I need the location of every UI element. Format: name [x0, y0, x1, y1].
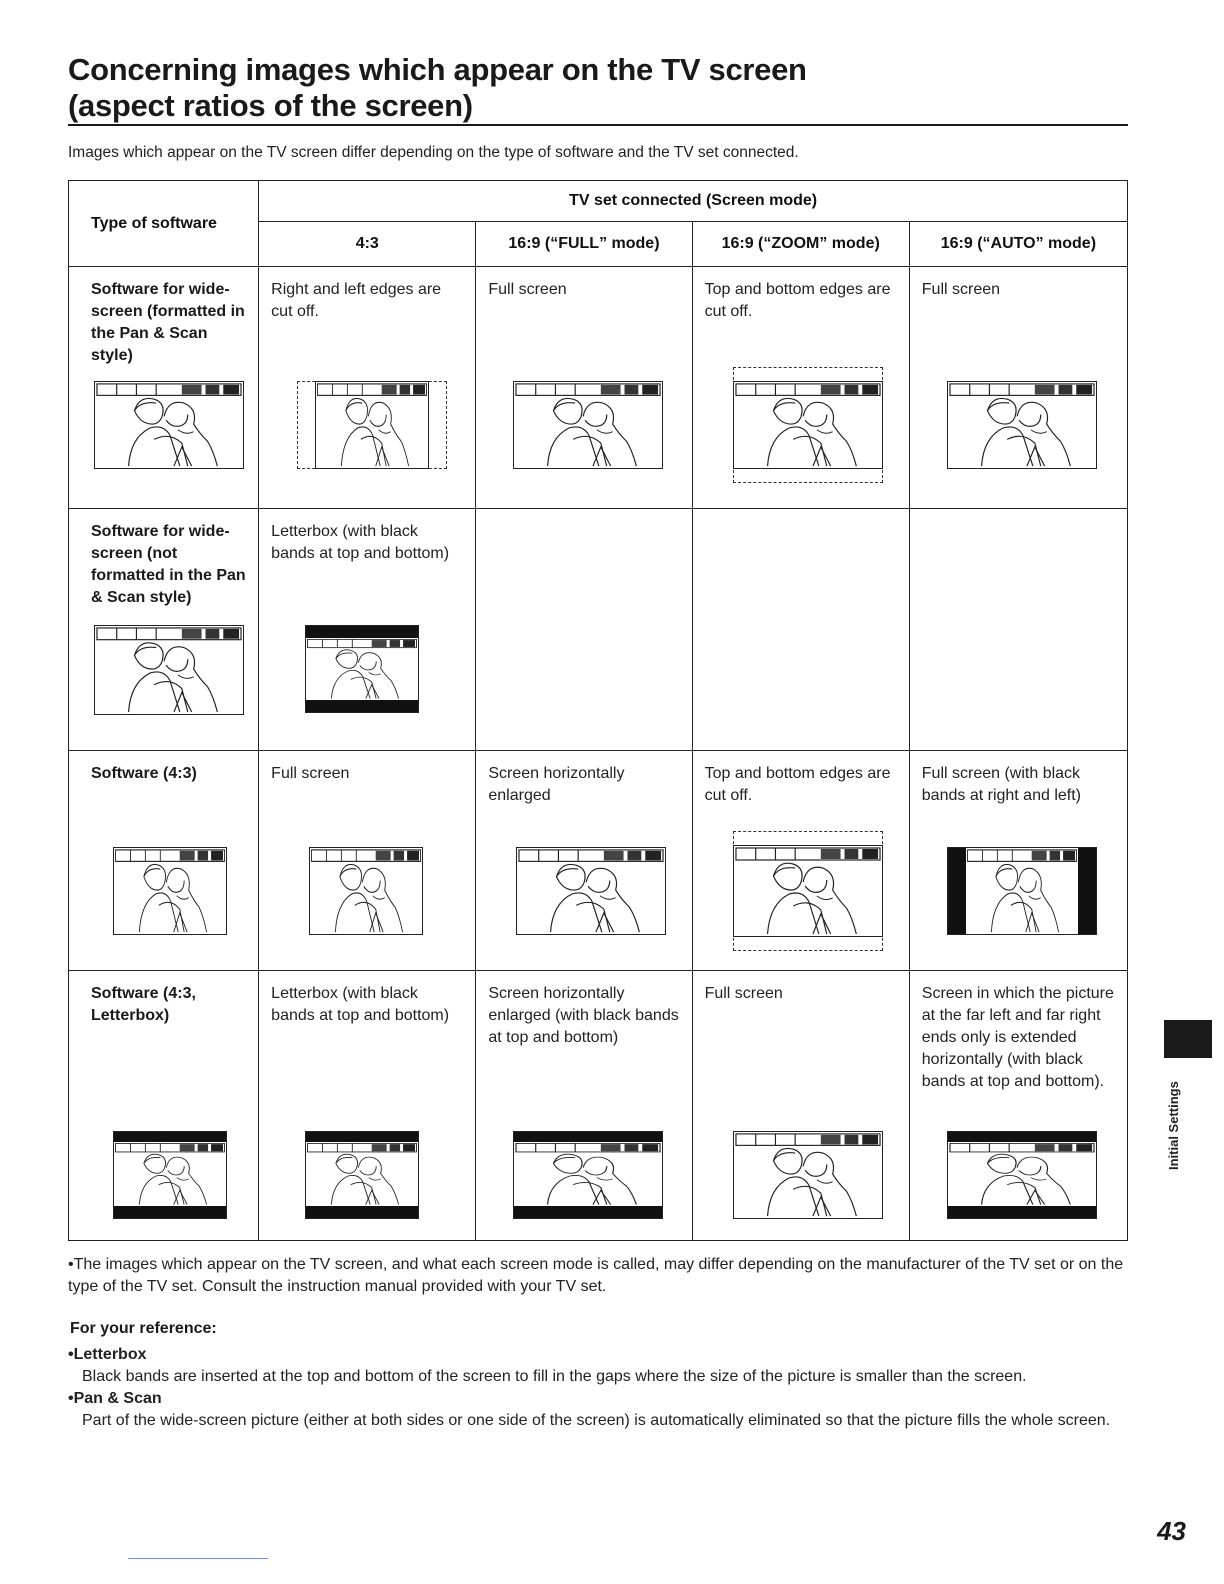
letterbox-term: •Letterbox	[68, 1346, 147, 1363]
page-number: 43	[1157, 1516, 1186, 1546]
letterbox-illustration	[513, 1131, 663, 1219]
letterbox-illustration	[947, 1131, 1097, 1219]
table-cell	[476, 267, 692, 509]
row-software-label: Software for wide-screen (formatted in the Pan & Scan style)	[91, 281, 245, 364]
cell-text: Screen horizontally enlarged	[488, 765, 625, 804]
header-mode-4-3: 4:3	[259, 222, 476, 267]
row-software-cell	[69, 509, 259, 751]
pillarbox-illustration	[947, 847, 1097, 935]
couple-illustration-icon	[306, 638, 418, 700]
couple-illustration-icon	[94, 381, 244, 469]
table-cell	[259, 509, 476, 751]
header-mode-auto: 16:9 (“AUTO” mode)	[909, 222, 1127, 267]
cell-text: Screen horizontally enlarged (with black bands at top and bottom)	[488, 985, 679, 1046]
pan-scan-desc: Part of the wide-screen picture (either at both sides or one side of the screen) is automatically eliminated so that the picture fills the whole screen.	[82, 1412, 1111, 1429]
header-mode-zoom: 16:9 (“ZOOM” mode)	[692, 222, 909, 267]
cell-text: Top and bottom edges are cut off.	[704, 765, 891, 804]
table-row	[69, 267, 1128, 509]
header-type-of-software: Type of software	[69, 181, 259, 267]
cell-text: Full screen	[271, 765, 350, 782]
cell-text	[693, 509, 909, 521]
couple-illustration-icon	[513, 381, 663, 469]
page-title-line1: Concerning images which appear on the TV screen	[68, 52, 807, 87]
table-row	[69, 971, 1128, 1241]
cell-text: Right and left edges are cut off.	[271, 281, 442, 320]
row-software-label: Software (4:3)	[91, 765, 197, 782]
table-cell	[692, 509, 909, 751]
table-cell	[692, 751, 909, 971]
row-software-cell	[69, 751, 259, 971]
letterbox-desc: Black bands are inserted at the top and bottom of the screen to fill in the gaps where the size of the picture is smaller than the screen.	[82, 1368, 1027, 1385]
couple-illustration-icon	[514, 1142, 662, 1206]
cell-text	[910, 509, 1127, 521]
table-cell	[692, 267, 909, 509]
table-cell	[476, 509, 692, 751]
letterbox-illustration	[113, 1131, 227, 1219]
table-cell	[909, 509, 1127, 751]
table-row	[69, 751, 1128, 971]
table-cell	[909, 751, 1127, 971]
note-bullet: •The images which appear on the TV screen, and what each screen mode is called, may differ depending on the manufacturer of the TV set or on the type of the TV set. Consult the instruction manual provided with your TV set.	[68, 1256, 1124, 1295]
couple-illustration-icon	[733, 1131, 883, 1219]
couple-illustration-icon	[315, 381, 429, 469]
table-cell	[909, 971, 1127, 1241]
page-title-line2: (aspect ratios of the screen)	[68, 88, 473, 123]
couple-illustration-icon	[947, 381, 1097, 469]
couple-illustration-icon	[94, 625, 244, 715]
row-software-cell	[69, 267, 259, 509]
couple-illustration-icon	[114, 1142, 226, 1206]
row-software-cell	[69, 971, 259, 1241]
table-cell	[476, 971, 692, 1241]
table-cell	[692, 971, 909, 1241]
cell-text: Letterbox (with black bands at top and bottom)	[271, 985, 450, 1024]
table-cell	[909, 267, 1127, 509]
couple-illustration-icon	[733, 845, 883, 937]
header-mode-full: 16:9 (“FULL” mode)	[476, 222, 692, 267]
row-software-label: Software for wide-screen (not formatted in the Pan & Scan style)	[91, 523, 246, 606]
aspect-ratio-table	[68, 180, 1128, 1241]
header-tv-set-connected: TV set connected (Screen mode)	[259, 181, 1128, 222]
table-cell	[259, 751, 476, 971]
table-cell	[259, 971, 476, 1241]
couple-illustration-icon	[113, 847, 227, 935]
letterbox-illustration	[305, 1131, 419, 1219]
couple-illustration-icon	[306, 1142, 418, 1206]
footer-divider	[128, 1558, 268, 1559]
cell-text: Full screen	[488, 281, 567, 298]
couple-illustration-icon	[948, 1142, 1096, 1206]
intro-text: Images which appear on the TV screen differ depending on the type of software and the TV set connected.	[68, 144, 799, 161]
reference-letterbox	[68, 1344, 1138, 1388]
reference-pan-scan	[68, 1388, 1138, 1432]
table-row	[69, 509, 1128, 751]
cell-text: Full screen	[921, 281, 1001, 298]
table-cell	[476, 751, 692, 971]
row-software-label: Software (4:3, Letterbox)	[91, 985, 196, 1024]
couple-illustration-icon	[309, 847, 423, 935]
cell-text: Screen in which the picture at the far left and far right ends only is extended horizontally (with black bands at top and bottom).	[921, 985, 1114, 1090]
cell-text: Full screen	[704, 985, 783, 1002]
page-title	[68, 52, 1128, 124]
reference-title: For your reference:	[70, 1320, 217, 1337]
cell-text: Top and bottom edges are cut off.	[704, 281, 891, 320]
cell-text: Full screen (with black bands at right and left)	[921, 765, 1081, 804]
letterbox-illustration	[305, 625, 419, 713]
couple-illustration-icon	[966, 848, 1078, 934]
side-tab-label: Initial Settings	[1166, 1081, 1181, 1170]
title-divider	[68, 124, 1128, 126]
cell-text: Letterbox (with black bands at top and bottom)	[271, 523, 450, 562]
cell-text	[476, 509, 691, 521]
section-tab-marker	[1164, 1020, 1212, 1058]
couple-illustration-icon	[516, 847, 666, 935]
couple-illustration-icon	[733, 381, 883, 469]
pan-scan-term: •Pan & Scan	[68, 1390, 162, 1407]
table-cell	[259, 267, 476, 509]
